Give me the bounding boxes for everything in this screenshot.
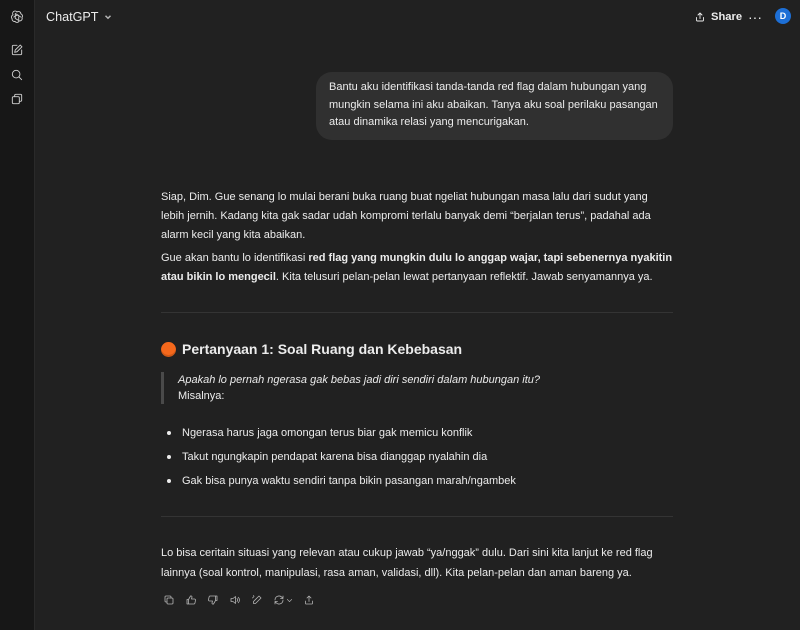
- library-icon[interactable]: [6, 88, 28, 110]
- bad-response-button[interactable]: [205, 592, 221, 608]
- list-item: [166, 447, 516, 471]
- share-button[interactable]: [690, 7, 746, 27]
- list-item-text: Takut ngungkapin pendapat karena bisa dianggap nyalahin dia: [182, 451, 488, 463]
- chevron-down-icon: [285, 596, 294, 605]
- regenerate-icon: [273, 594, 285, 606]
- user-message-text: Bantu aku identifikasi tanda-tanda red flag dalam hubungan yang mungkin selama ini aku abaikan. Tanya aku soal perilaku pasangan atau dinamika relasi yang mencurigakan.: [329, 81, 658, 129]
- section-heading: [161, 341, 462, 357]
- user-message-bubble: [316, 72, 673, 140]
- heading-text: Pertanyaan 1: Soal Ruang dan Kebebasan: [182, 341, 463, 357]
- more-options-button[interactable]: [745, 7, 765, 27]
- good-response-button[interactable]: [183, 592, 199, 608]
- share-label: Share: [711, 11, 743, 23]
- list-item-text: Ngerasa harus jaga omongan terus biar gak memicu konflik: [182, 427, 473, 439]
- paragraph-text-end: . Kita telusuri pelan-pelan lewat pertanyaan reflektif. Jawab senyamannya ya.: [275, 271, 653, 283]
- assistant-paragraph-3: [161, 544, 673, 583]
- ellipsis-icon: ···: [748, 9, 762, 25]
- divider: [161, 516, 673, 517]
- model-label: ChatGPT: [46, 10, 99, 24]
- edit-canvas-icon: [251, 594, 263, 606]
- list-item-text: Gak bisa punya waktu sendiri tanpa bikin pasangan marah/ngambek: [182, 475, 516, 487]
- chevron-down-icon: [103, 12, 113, 22]
- paragraph-text: Lo bisa ceritain situasi yang relevan atau cukup jawab “ya/nggak” dulu. Dari sini kita lanjut ke red flag lainnya (soal kontrol, manipulasi, rasa aman, validasi, dll). Kita pelan-pelan dan aman bareng ya.: [161, 547, 653, 579]
- divider: [161, 312, 673, 313]
- avatar[interactable]: [775, 8, 791, 24]
- orange-circle-icon: [161, 342, 176, 357]
- copy-icon: [163, 594, 175, 606]
- model-selector[interactable]: [41, 7, 118, 27]
- assistant-paragraph-1: [161, 188, 673, 245]
- list-item: [166, 423, 516, 447]
- copy-button[interactable]: [161, 592, 177, 608]
- share-icon: [694, 11, 706, 23]
- edit-in-canvas-button[interactable]: [249, 592, 265, 608]
- openai-logo-icon[interactable]: [6, 6, 28, 28]
- share-response-button[interactable]: [301, 592, 317, 608]
- new-chat-icon[interactable]: [6, 39, 28, 61]
- assistant-paragraph-2: [161, 249, 673, 287]
- paragraph-text: Siap, Dim. Gue senang lo mulai berani buka ruang buat ngeliat hubungan masa lalu dari sudut yang lebih jernih. Kadang kita gak sadar udah kompromi terlalu banyak demi “berjalan terus”, padahal ada alarm kecil yang kita abaikan.: [161, 191, 651, 241]
- avatar-initial: D: [779, 11, 787, 21]
- bullet-dot-icon: [167, 479, 171, 483]
- thumbs-up-icon: [185, 594, 197, 606]
- bullet-dot-icon: [167, 431, 171, 435]
- bullet-list: [166, 423, 516, 495]
- list-item: [166, 471, 516, 495]
- paragraph-text-start: Gue akan bantu lo identifikasi: [161, 252, 309, 264]
- paragraph-bold-text: red flag yang mungkin dulu lo anggap wajar, tapi sebenernya nyakitin atau bikin lo mengecil: [161, 252, 673, 283]
- quote-question: Apakah lo pernah ngerasa gak bebas jadi diri sendiri dalam hubungan itu?: [178, 374, 541, 386]
- message-actions: [161, 592, 317, 608]
- share-export-icon: [303, 594, 315, 606]
- blockquote: [161, 372, 661, 404]
- sidebar-rail: [0, 0, 35, 630]
- read-aloud-icon: [229, 594, 241, 606]
- thumbs-down-icon: [207, 594, 219, 606]
- read-aloud-button[interactable]: [227, 592, 243, 608]
- search-icon[interactable]: [6, 64, 28, 86]
- top-bar: [35, 0, 800, 34]
- quote-intro: Misalnya:: [178, 390, 225, 402]
- bullet-dot-icon: [167, 455, 171, 459]
- regenerate-button[interactable]: [271, 592, 295, 608]
